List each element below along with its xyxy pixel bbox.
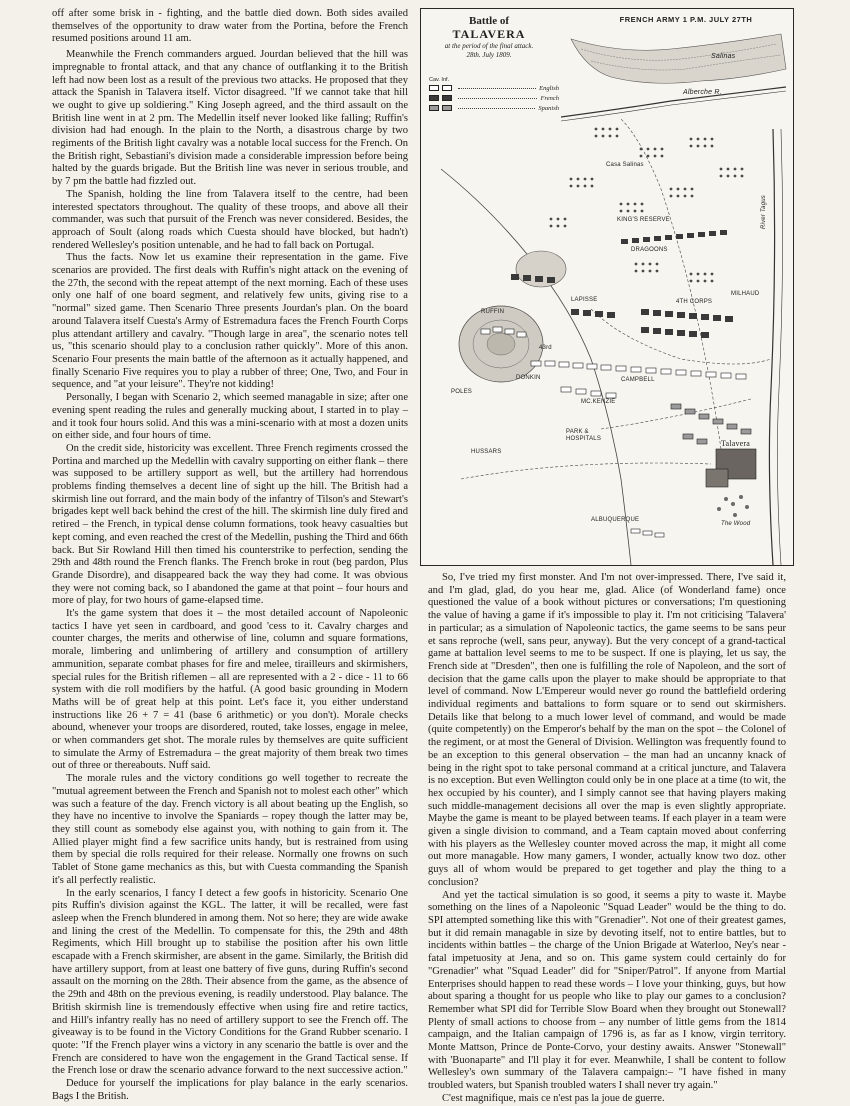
paragraph: In the early scenarios, I fancy I detect a few goofs in historicity. Scenario One pits Ruffin's division against the KGL. The latter, it will be recalled, were fast asleep when the French blundered in among them. Not so here; they are wide awake and lining the crest of the Medellin. To compensate for this, the 29th and 48th Regiments, which Hill brought up to stabilise the position after his own little escapade with a French skirmisher, are absent in the game. Similarly, the British did have artillery support, from at least one battery of five guns, during Ruffin's second assault on the morning on the 28th. Their absence from the game, as the absence of the 29th and 48th on the previous evening, is readily understood. Play balance. The British skirmish line is tremendously effective when using fire and retire tactics, and Hill's infantry really has no need of artillery support to see the French off. The giveaway is to be found in the Victory Conditions for the Grand Rubber scenario. I quote: "If the French player wins a victory in any scenario the battle is over and the French are considered to have won the engagement in the Grand Tactical sense. If the French lose or draw the scenario advance forward to the next successive action." <box>52 887 408 1077</box>
paragraph: And yet the tactical simulation is so good, it seems a pity to waste it. Maybe something on the lines of a Napoleonic "Squad Leader" would be the thing to do. SPI attempted something like this with "Grenadier". Not one of their greatest games, but it did remain managable in size by devoting itself, not to entire battles, but to incidents within battles – the charge of the Union Brigade at Waterloo, Ney's near - fatal impetuosity at Jena, and so on. This game system could certainly do for "Grenadier" what "Squad Leader" did for "Sniper/Patrol". If anyone from Martial Enterprises should happen to read these words – I love your thinking, guys, but how about sparing a thought for us people who like to play our games to a conclusion? Remember what SPI did for Terrible Slow Board when they brought out Stonewall? Plenty of small actions to choose from – any number of little gems from the 1814 campaign, and the Italian campaign of 1796 is, as far as I know, virgin territory. Monte Mattson, Prince de Ponte-Corvo, your destiny awaits. Answer "Stonewall" with 'Buonaparte" and I'll play it for ever. Meanwhile, I shall be content to follow Wellesley's own summary of the Talavera campaign:– "I have fished in many troubled waters, but Spanish troubled waters I shall never try again." <box>428 889 786 1092</box>
left-text-column <box>52 8 408 1102</box>
legend-row-spanish <box>429 103 559 113</box>
map-header: FRENCH ARMY 1 P.M. JULY 27TH <box>619 15 753 24</box>
map-label-mackenzie: MC.KENZIE <box>581 399 616 405</box>
map-label-albuquerque: ALBUQUERQUE <box>591 517 640 523</box>
paragraph: It's the game system that does it – the most detailed account of Napoleonic tactics I have yet seen in cardboard, and good 'cess to it. Cavalry charges and counter charges, the merits and otherwise of line, column and square formations, morale, limbering and unlimbering of artillery and consumption of artillery ammunition, separate combat phases for fire and melee, tirailleurs and skirmishers, special rules for the British riflemen – all are represented with a 2 - dice - 11 to 66 system with die roll modifiers by the hatful. (A good basic grounding in Modern Maths will be of great help at this point. Let's face it, you either understand instructions like 26 + 7 = 41 (base 6 arithmetic) or you don't). Morale checks abound, whenever your troops are disordered, routed, take losses, engage in melee, or when commanders get shot. The morale rules by themselves are quite sufficient to simulate the Army of Estremadura – the great majority of them break two times out of three or thereabouts. Nuff said. <box>52 608 408 772</box>
legend-swatch <box>429 105 439 111</box>
map-label-park: PARK & <box>566 429 589 435</box>
map-label-4th-corps: 4TH CORPS <box>676 299 713 305</box>
legend-label: Spanish <box>538 104 559 112</box>
map-label-kings-reserve: KING'S RESERVE <box>617 217 670 223</box>
map-label-hospitals: HOSPITALS <box>566 436 602 442</box>
legend-swatch <box>442 95 452 101</box>
paragraph: C'est magnifique, mais ce n'est pas la joue de guerre. <box>442 1092 665 1104</box>
legend-swatch <box>429 85 439 91</box>
map-label-casa-salinas: Casa Salinas <box>606 162 644 168</box>
battle-map-figure <box>420 8 794 566</box>
paragraph: On the credit side, historicity was excellent. Three French regiments crossed the Portina and marched up the Medellin with cavalry supporting on either flank – there was supposed to be artillery support as well, but the artillery had horrendous problems finding themselves a decent line of sight up the hill. The British had a skirmish line out forrard, and the main body of the infantry of Tilson's and Stewart's brigades kept well back behind the crest of the hill. The skirmish line duly fired and retired – the French, in typical dense column formations, took heavy casualties but kept coming, and even reached the crest of the Medellin, pushing the Third and 66th back. But Sir Rowland Hill then timed his counterstrike to perfection, sending the 29th and 48th round the French flanks. The French broke in rout (beg pardon, Plus Grande Disordre), and disappeared back the way they had come. It was obvious they were not coming back, so I abandoned the game at that point – four hours and more of play, for two hours of game-elapsed time. <box>52 442 408 607</box>
legend-swatch <box>442 105 452 111</box>
map-title-line2: TALAVERA <box>452 27 526 41</box>
paragraph: So, I've tried my first monster. And I'm not over-impressed. There, I've said it, and I'm glad, glad, do you hear me, glad. Alice (of Wonderland fame) once questioned the value of a book without pictures or conversations; I'm questioning the value of having a game if it's impossible to play it. I'm not criticising 'Talavera' in particular; as a simulation of Napoleonic tactics, the game seems to be sans peur et sans reproche (well, sans peur, anyway). But the very concept of a grand-tactical game at battalion level seems to me to be suspect. If one is playing, let us say, the French side at "Dresden", then one is fulfilling the role of Napoleon, and the sort of decision that the game calls upon the player to make should be appropriate to that level of command. Now L'Empereur would never go round the battlefield ordering individual regiments and battalions to form square or to send out skirmishers. Details like that belong to a much lower level of command, and would be made (quite competently) on the Emperor's behalf by the man on the spot – the Colonel of the regiment, or at most the General of Division. Wellington was frequently found to be an exception to this general observation – the man had an uncanny knack of being in the right spot to take personal command at a critical juncture, and Talavera is no exception. But even Wellington could only be in one place at a time (to wit, the hex occupied by his counter), and I simply cannot see that having players making such middle-management decisions all over the map is even slightly appropriate. Maybe the game is meant to be played between teams. If each player in a team were given a single division to command, and a Team captain moved about conferring with his players as the Wellesley counter moved across the map, it might all come out more managable. How many gamers, I wonder, actually know two doz. other guys all of whom would be prepared to get together and play the thing to a conclusion? <box>428 572 786 888</box>
legend-row-english <box>429 83 559 93</box>
map-title-block <box>425 15 553 60</box>
map-label-talavera: Talavera <box>721 439 751 448</box>
legend-label: English <box>539 84 559 92</box>
map-subtitle: at the period of the final attack. <box>444 42 534 50</box>
legend-swatch <box>442 85 452 91</box>
map-label-alberche: Alberche R. <box>683 89 722 96</box>
map-label-poles: POLES <box>451 389 473 395</box>
map-label-donkin: DONKIN <box>516 375 541 381</box>
map-label-salinas: Salinas <box>711 53 736 60</box>
paragraph: Personally, I began with Scenario 2, which seemed managable in size; after one evening spent reading the rules and generally mucking about, I started in to play – and it took four hours solid. And this was a mini-scenario with at most a dozen units on either side, and four hours of time. <box>52 392 408 442</box>
map-label-43rd: 43rd <box>539 345 552 351</box>
map-label-hussars: HUSSARS <box>471 449 502 455</box>
paragraph: The Spanish, holding the line from Talavera itself to the centre, had been interested spectators throughout. The quality of these troops, and above all their commander, was such that pursuit of the French was never considered. Besides, the approach of Soult (along roads which Cuesta should have blocked, but hadn't) rendered Wellesley's position untenable, and he had to fall back on Portugal. <box>52 188 408 251</box>
legend-swatch <box>429 95 439 101</box>
map-label-lapisse: LAPISSE <box>571 297 598 303</box>
paragraph: The morale rules and the victory conditions go well together to recreate the "mutual agreement between the French and Spanish not to molest each other" which was such a feature of the day. French victory is all about beating up the English, so they have no incentive to involve the Spaniards – ropey though the latter may be, they still count as somebody else against you, with nothing to gain from it. The Allied player might find a few sacrifice units handy, but is restrained from using them by special die rolls required for their release. Normally one frowns on such Tablet of Stone game mechanics as this, but with Cuesta commanding the Spanish it's all perfectly realistic. <box>52 773 408 886</box>
legend-label: French <box>540 94 559 102</box>
legend-heading: Cav. Inf. <box>429 77 450 83</box>
paragraph: off after some brisk in - fighting, and the battle died down. Both sides availed themselves of the opportunity to draw water from the Portina, before the French resumed positions around 11 am. <box>52 8 408 45</box>
map-title-line1: Battle of <box>468 15 509 27</box>
map-legend <box>429 77 559 113</box>
map-label-wood: The Wood <box>721 521 751 527</box>
right-text-column <box>428 572 786 1104</box>
map-label-campbell: CAMPBELL <box>621 377 655 383</box>
paragraph: Meanwhile the French commanders argued. Jourdan believed that the hill was impregnable to frontal attack, and that any chance of outflanking it to the British left had now been lost as a result of the previous two attacks. He proposed that they attack the Spanish in Talavera itself. Victor disagreed. "If we cannot take that hill we ought to give up soldiering." King Joseph agreed, and the third assault on the British line went in at 2 pm. The Medellin itself never looked like falling; Ruffin's division had had enough. In the plain to the North, a disastrous charge by two regiments of the British light cavalry was a notable local success for the French. On the British right, Sebastiani's division made a considerable impression before being halted by the guards brigade. But the British line was never in serious trouble, and by 7 pm the battle had fizzled out. <box>52 49 408 188</box>
map-label-tagus: River Tagus <box>761 195 767 229</box>
paragraph: Thus the facts. Now let us examine their representation in the game. Five scenarios are provided. The first deals with Ruffin's night attack on the evening of the 27th, the second with the repeat attempt of the next morning. Each of these uses only one half of one board segment, and relatively few units, giving rise to a "normal" sized game. Then Scenario Three presents Jourdan's plan. On the board around Talavera itself Cuesta's Army of Estremadura faces the French Fourth Corps plus attendant artillery and cavalry. "Though large in area", the scenario notes tell us, "this scenario should play to a conclusion rather quickly". More of this anon. Scenario Four presents the main battle of the afternoon as it actually happened, and finally Scenario Five requires you to play a rubber of three; One, Two, and Four in sequence, and "at your leisure". They're not kidding! <box>52 252 408 391</box>
map-date: 28th. July 1809. <box>466 51 512 59</box>
map-label-milhaud: MILHAUD <box>731 291 760 297</box>
paragraph: Deduce for yourself the implications for play balance in the early scenarios. Bags I the British. <box>52 1078 408 1102</box>
legend-row-french <box>429 93 559 103</box>
french-columns-pattern <box>550 128 744 283</box>
map-label-dragoons: DRAGOONS <box>631 247 668 253</box>
map-label-ruffin: RUFFIN <box>481 309 505 315</box>
